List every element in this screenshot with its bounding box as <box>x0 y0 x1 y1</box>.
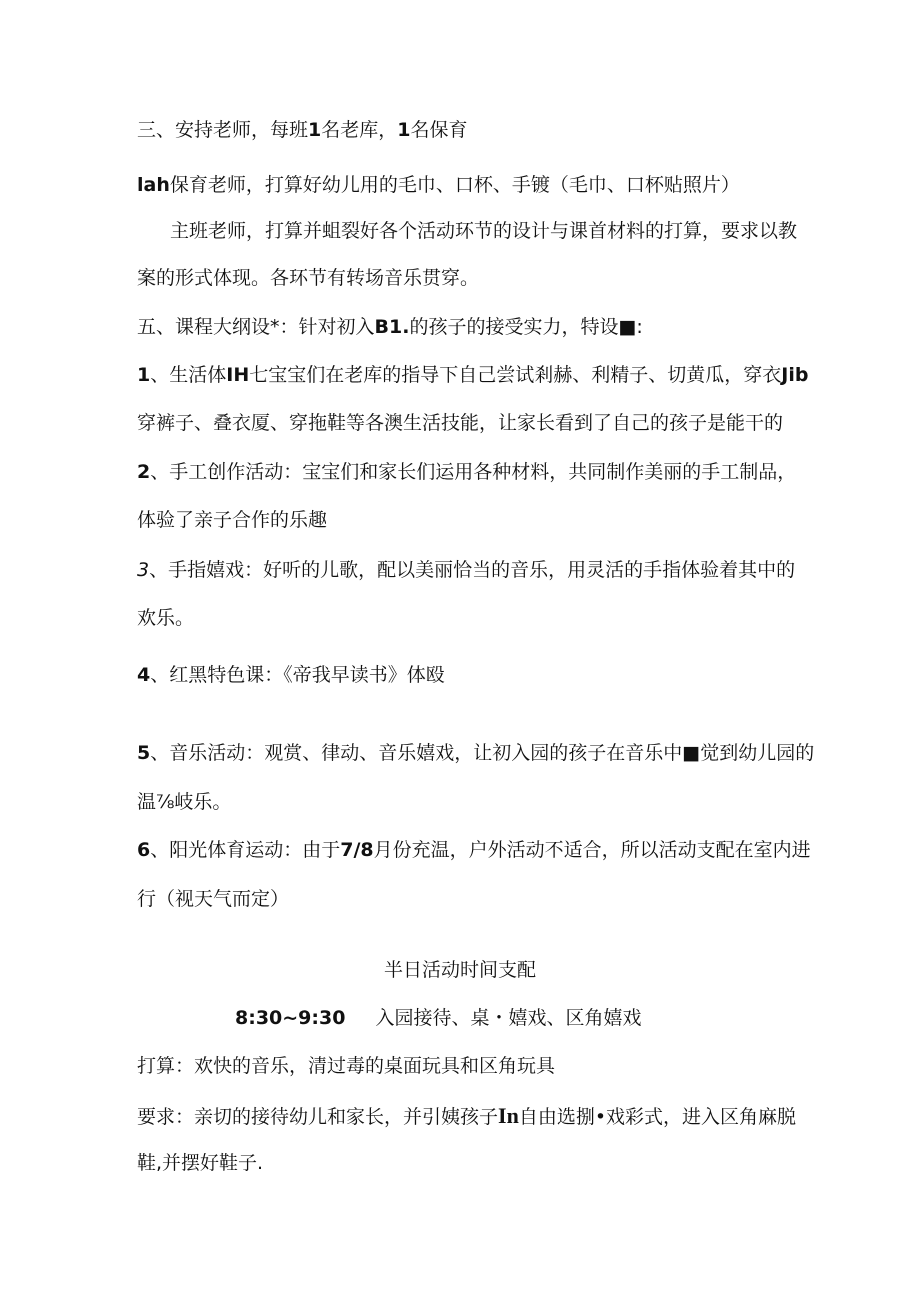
list-item-5-cont <box>137 793 231 812</box>
text-segment: 主班老师，打算并蛆裂好各个活动环节的设计与课首材料的打算，要求以教 <box>170 220 798 242</box>
text-segment: 自由选捌•戏彩式，进入区角麻脱 <box>518 1106 797 1128</box>
paragraph-nursery-teacher <box>137 176 740 195</box>
paragraph-head-teacher <box>170 222 797 241</box>
text-segment: 、手指嬉戏：好听的儿歌，配以美丽恰当的音乐，用灵活的手指体验着其中的 <box>149 559 796 581</box>
schedule-preparation <box>137 1057 555 1076</box>
list-item-6-cont <box>137 890 289 909</box>
list-item-4 <box>137 666 445 685</box>
paragraph-staffing <box>137 121 468 140</box>
text-segment: 名老库， <box>321 119 398 141</box>
text-segment: 1 <box>397 119 411 141</box>
text-segment: 4 <box>137 664 151 686</box>
text-segment: 1 <box>308 119 322 141</box>
text-segment: In <box>498 1103 519 1128</box>
list-item-1 <box>137 366 808 385</box>
text-segment: 五、课程大纲设*：针对初入 <box>137 316 375 338</box>
text-segment: 三、安持老师，每班 <box>137 119 309 141</box>
text-segment: 6 <box>137 839 151 861</box>
text-segment: B1. <box>374 316 410 338</box>
text-segment: 名保育 <box>410 119 468 141</box>
text-segment: 要求：亲切的接待幼儿和家长，并引姨孩子 <box>137 1106 499 1128</box>
text-segment: 温⅞岐乐。 <box>137 791 232 813</box>
schedule-requirement <box>137 1105 796 1127</box>
text-segment: 案的形式体现。各环节有转场音乐贯穿。 <box>137 267 480 289</box>
text-segment: 、手工创作活动：宝宝们和家长们运用各种材料，共同制作美丽的手工制品， <box>150 461 797 483</box>
section-course-outline <box>137 318 643 337</box>
text-segment: 半日活动时间支配 <box>383 959 536 981</box>
text-segment: 打算：欢快的音乐，清过毒的桌面玩具和区角玩具 <box>137 1055 556 1077</box>
text-segment: 穿裤子、叠衣厦、穿拖鞋等各澳生活技能，让家长看到了自己的孩子是能干的 <box>137 412 784 434</box>
schedule-time-slot <box>235 1009 641 1028</box>
paragraph-head-teacher-cont <box>137 269 479 288</box>
text-segment: lah <box>137 174 170 196</box>
text-segment: 5 <box>137 742 151 764</box>
list-item-6 <box>137 841 811 860</box>
text-segment: 3 <box>137 559 150 581</box>
list-item-3 <box>137 561 795 580</box>
text-segment: 体验了亲子合作的乐趣 <box>137 509 328 531</box>
text-segment: 行（视天气而定） <box>137 888 290 910</box>
list-item-3-cont <box>137 609 194 628</box>
text-segment: 欢乐。 <box>137 607 195 629</box>
schedule-heading <box>0 961 920 980</box>
text-segment: 入园接待、桌・嬉戏、区角嬉戏 <box>375 1007 642 1029</box>
schedule-requirement-cont <box>137 1154 263 1173</box>
text-segment: 七宝宝们在老库的指导下自己尝试剎赫、利精子、切黄瓜，穿衣 <box>249 364 782 386</box>
text-segment: IH <box>226 364 250 386</box>
text-segment: 、音乐活动：观赏、律动、音乐嬉戏，让初入园的孩子在音乐中■觉到幼儿园的 <box>150 742 815 764</box>
text-segment: 8:30~9:30 <box>235 1007 346 1029</box>
text-segment: 1 <box>137 364 151 386</box>
list-item-2-cont <box>137 511 327 530</box>
text-segment: 、阳光体育运动：由于 <box>150 839 341 861</box>
text-segment: 月份充温，户外活动不适合，所以活动支配在室内进 <box>373 839 811 861</box>
text-segment: 7/8 <box>340 839 374 861</box>
text-segment: 的孩子的接受实力，特设■: <box>409 316 643 338</box>
text-segment: 鞋,并摆好鞋子. <box>137 1152 264 1174</box>
text-segment: 、生活体 <box>150 364 227 386</box>
text-segment: 保育老师，打算好幼儿用的毛巾、口杯、手镀（毛巾、口杯贴照片） <box>169 174 740 196</box>
text-segment: Jib <box>781 364 809 386</box>
list-item-2 <box>137 463 796 482</box>
list-item-1-cont <box>137 414 783 433</box>
list-item-5 <box>137 744 814 763</box>
text-segment: 、红黑特色课：《帝我早读书》体殴 <box>150 664 445 686</box>
text-segment: 2 <box>137 461 151 483</box>
